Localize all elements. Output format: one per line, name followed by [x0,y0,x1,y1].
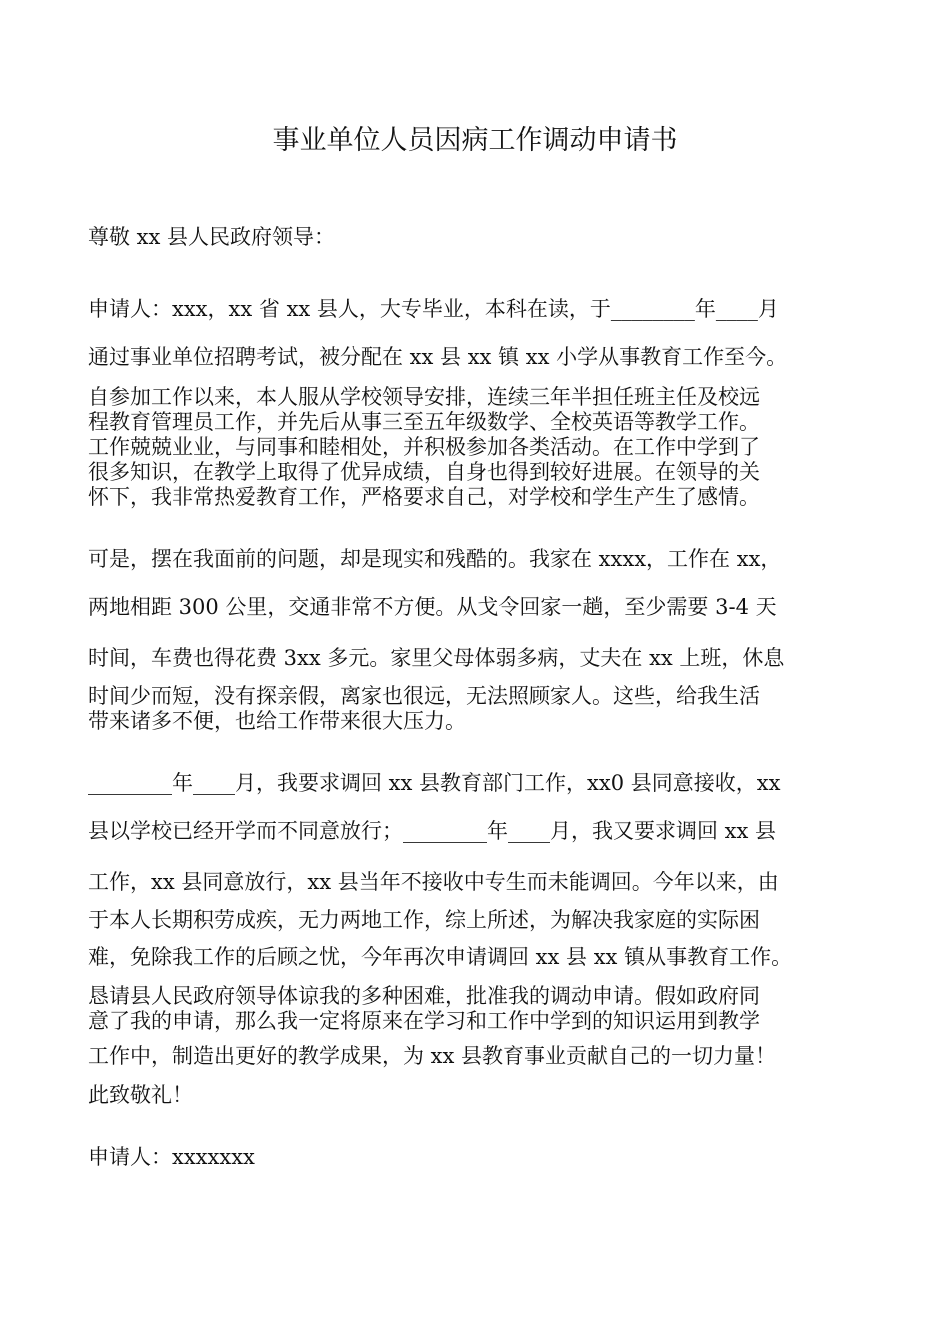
body-line-19: 意了我的申请，那么我一定将原来在学习和工作中学到的知识运用到教学 [88,1009,760,1033]
body-line-14: 县以学校已经开学而不同意放行；________年____月，我又要求调回 xx 县 [88,819,777,843]
salutation: 尊敬 xx 县人民政府领导： [88,225,336,249]
body-line-6: 很多知识，在教学上取得了优异成绩，自身也得到较好进展。在领导的关 [88,460,760,484]
body-line-17: 难，免除我工作的后顾之忧，今年再次申请调回 xx 县 xx 镇从事教育工作。 [88,945,793,969]
body-line-8: 可是，摆在我面前的问题，却是现实和残酷的。我家在 xxxx，工作在 xx， [88,547,782,571]
body-line-13: ________年____月，我要求调回 xx 县教育部门工作，xx0 县同意接收，xx [88,771,781,795]
signature-line: 申请人：xxxxxxx [88,1145,255,1169]
body-line-15: 工作，xx 县同意放行，xx 县当年不接收中专生而未能调回。今年以来，由 [88,870,779,894]
body-line-16: 于本人长期积劳成疾，无力两地工作，综上所述，为解决我家庭的实际困 [88,908,760,932]
body-line-4: 程教育管理员工作，并先后从事三至五年级数学、全校英语等教学工作。 [88,410,760,434]
body-line-20: 工作中，制造出更好的教学成果，为 xx 县教育事业贡献自己的一切力量！ [88,1044,777,1068]
closing-line: 此致敬礼！ [88,1083,193,1107]
body-line-1: 申请人：xxx，xx 省 xx 县人，大专毕业，本科在读，于________年____月 [88,297,779,321]
body-line-2: 通过事业单位招聘考试，被分配在 xx 县 xx 镇 xx 小学从事教育工作至今。 [88,345,788,369]
body-line-11: 时间少而短，没有探亲假，离家也很远，无法照顾家人。这些，给我生活 [88,684,760,708]
body-line-5: 工作兢兢业业，与同事和睦相处，并积极参加各类活动。在工作中学到了 [88,435,760,459]
body-line-7: 怀下，我非常热爱教育工作，严格要求自己，对学校和学生产生了感情。 [88,485,760,509]
document-title: 事业单位人员因病工作调动申请书 [272,125,678,156]
body-line-10: 时间，车费也得花费 3xx 多元。家里父母体弱多病，丈夫在 xx 上班，休息 [88,646,785,670]
body-line-3: 自参加工作以来，本人服从学校领导安排，连续三年半担任班主任及校远 [88,385,760,409]
body-line-9: 两地相距 300 公里，交通非常不方便。从戈令回家一趟，至少需要 3-4 天 [88,595,777,619]
body-line-12: 带来诸多不便，也给工作带来很大压力。 [88,709,466,733]
body-line-18: 恳请县人民政府领导体谅我的多种困难，批准我的调动申请。假如政府同 [88,984,760,1008]
